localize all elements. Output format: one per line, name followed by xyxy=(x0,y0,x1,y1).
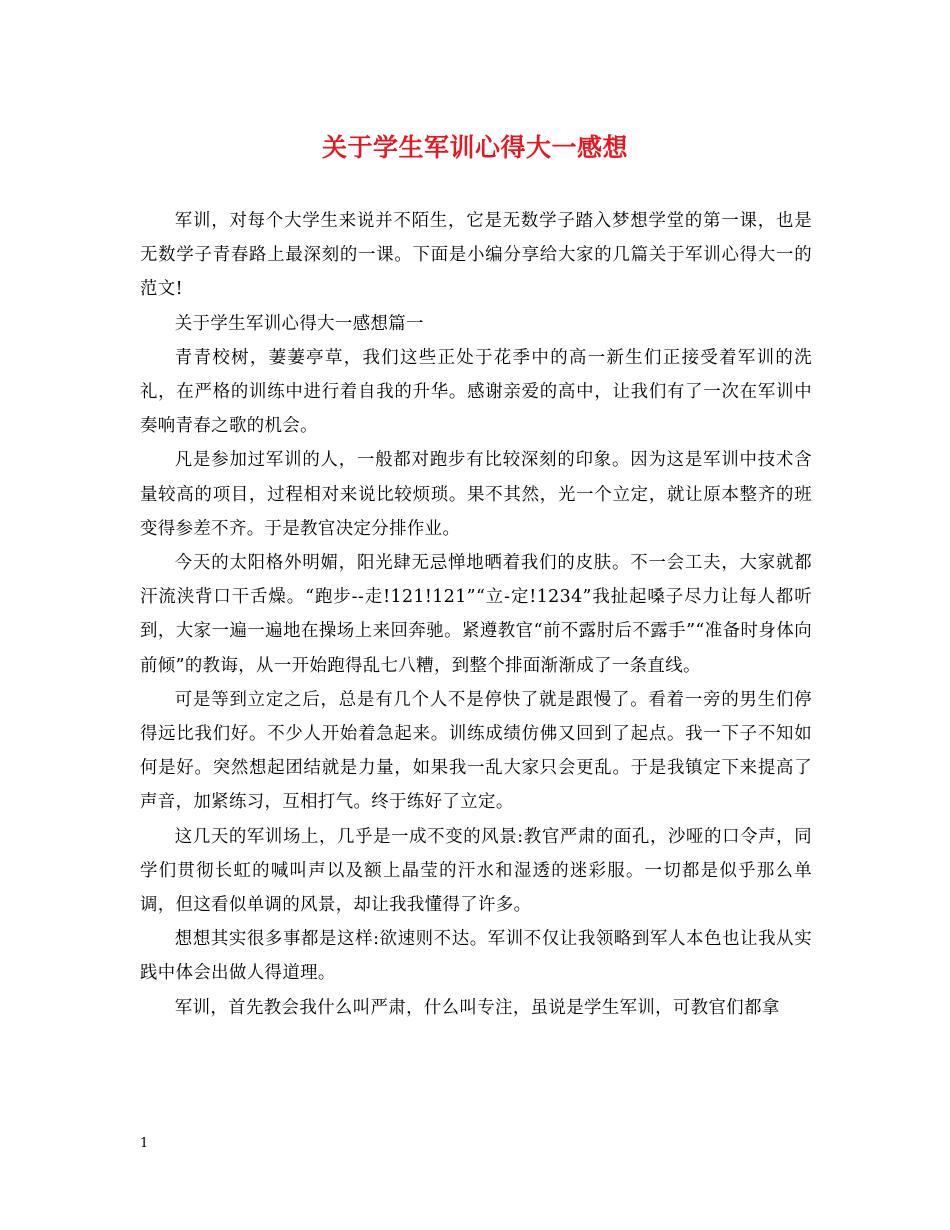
paragraph: 凡是参加过军训的人，一般都对跑步有比较深刻的印象。因为这是军训中技术含量较高的项目，过程相对来说比较烦琐。果不其然，光一个立定，就让原本整齐的班变得参差不齐。于是教官决定分排作业。 xyxy=(140,450,812,539)
paragraph: 可是等到立定之后，总是有几个人不是停快了就是跟慢了。看着一旁的男生们停得远比我们好。不少人开始着急起来。训练成绩仿佛又回到了起点。我一下子不知如何是好。突然想起团结就是力量，如果我一乱大家只会更乱。于是我镇定下来提高了声音，加紧练习，互相打气。终于练好了立定。 xyxy=(140,689,812,813)
page-number: 1 xyxy=(140,1136,149,1151)
paragraph: 青青校树，萋萋亭草，我们这些正处于花季中的高一新生们正接受着军训的洗礼，在严格的训练中进行着自我的升华。感谢亲爱的高中，让我们有了一次在军训中奏响青春之歌的机会。 xyxy=(140,347,812,437)
paragraph-intro: 军训，对每个大学生来说并不陌生，它是无数学子踏入梦想学堂的第一课，也是无数学子青春路上最深刻的一课。下面是小编分享给大家的几篇关于军训心得大一的范文! xyxy=(140,211,812,300)
paragraph: 今天的太阳格外明媚，阳光肆无忌惮地晒着我们的皮肤。不一会工夫，大家就都汗流浃背口干舌燥。“跑步--走!121!121”“立-定!1234”我扯起嗓子尽力让每人都听到，大家一遍一遍地在操场上来回奔驰。紧遵教官“前不露肘后不露手”“准备时身体向前倾”的教诲，从一开始跑得乱七八糟，到整个排面渐渐成了一条直线。 xyxy=(140,553,812,676)
document-body xyxy=(140,204,812,1025)
paragraph: 这几天的军训场上，几乎是一成不变的风景:教官严肃的面孔，沙哑的口令声，同学们贯彻长虹的喊叫声以及额上晶莹的汗水和湿透的迷彩服。一切都是似乎那么单调，但这看似单调的风景，却让我我懂得了许多。 xyxy=(140,826,812,916)
document-title: 关于学生军训心得大一感想 xyxy=(321,133,628,162)
paragraph: 军训，首先教会我什么叫严肃，什么叫专注，虽说是学生军训，可教官们都拿 xyxy=(174,997,780,1018)
section-heading: 关于学生军训心得大一感想篇一 xyxy=(174,313,424,334)
paragraph: 想想其实很多事都是这样:欲速则不达。军训不仅让我领略到军人本色也让我从实践中体会出做人得道理。 xyxy=(140,929,812,984)
